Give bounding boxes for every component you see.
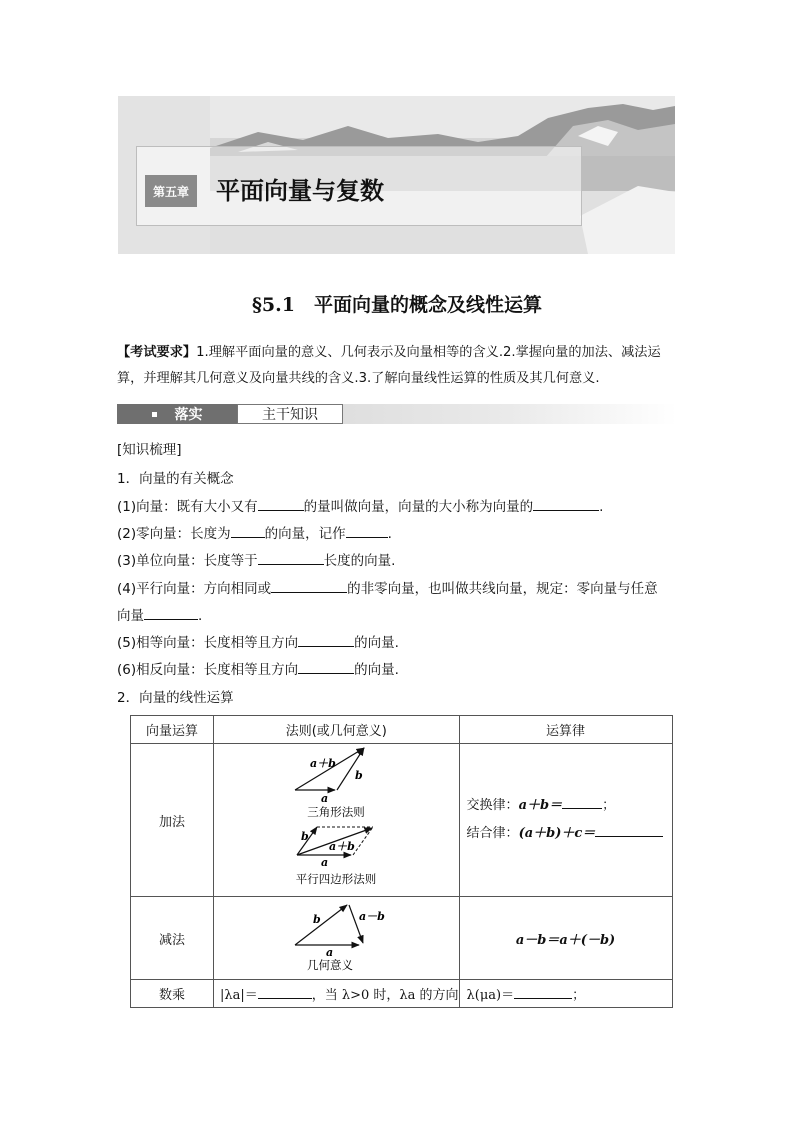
label-b: b xyxy=(355,769,363,782)
blank xyxy=(562,794,602,809)
blank xyxy=(595,822,663,837)
heading-linear-ops: 2．向量的线性运算 xyxy=(117,690,234,706)
concept-parallel-vector-cont: 向量 . xyxy=(117,605,202,626)
op-name-subtraction: 减法 xyxy=(131,897,214,980)
concept-vector: (1)向量：既有大小又有 的量叫做向量，向量的大小称为向量的 . xyxy=(117,496,603,517)
label-b: b xyxy=(313,913,321,926)
square-bullet-icon xyxy=(152,412,157,417)
table-row-subtraction xyxy=(131,897,673,980)
table-row-addition xyxy=(131,744,673,897)
commutative-law: 交换律：a＋b＝ ； xyxy=(467,792,672,820)
section-bar-left: 落实 xyxy=(117,404,237,424)
associative-law: 结合律：(a＋b)＋c＝ xyxy=(467,820,672,848)
chapter-title: 平面向量与复数 xyxy=(216,177,384,205)
table-header: 运算律 xyxy=(459,716,672,744)
addition-rule-cell xyxy=(214,744,460,897)
subtraction-rule-cell xyxy=(214,897,460,980)
op-name-scalar: 数乘 xyxy=(131,980,214,1008)
chapter-tag: 第五章 xyxy=(145,175,197,207)
label-a: a xyxy=(326,946,334,959)
label-a-plus-b: a＋b xyxy=(329,840,356,853)
blank xyxy=(298,659,354,674)
blank xyxy=(144,605,198,620)
parallelogram-rule-caption: 平行四边形法则 xyxy=(296,872,377,886)
table-header-row xyxy=(131,716,673,744)
table-row-scalar xyxy=(131,980,673,1008)
vector-operations-table xyxy=(130,715,673,1008)
triangle-rule-caption: 三角形法则 xyxy=(307,805,366,819)
blank xyxy=(258,984,312,999)
concept-zero-vector: (2)零向量：长度为 的向量，记作 . xyxy=(117,523,392,544)
table-header: 向量运算 xyxy=(131,716,214,744)
op-name-addition: 加法 xyxy=(131,744,214,897)
label-a: a xyxy=(321,856,329,869)
blank xyxy=(271,578,347,593)
requirements-text: 1.理解平面向量的意义、几何表示及向量相等的含义.2.掌握向量的加法、减法运算，并理解其几何意义及向量共线的含义.3.了解向量线性运算的性质及其几何意义. xyxy=(117,345,661,386)
subtraction-diagram xyxy=(217,897,455,975)
addition-diagrams xyxy=(217,744,455,892)
table-header: 法则(或几何意义) xyxy=(214,716,460,744)
label-a: a xyxy=(321,792,329,805)
subtraction-law: a－b＝a＋(－b) xyxy=(459,897,672,980)
knowledge-label: [知识梳理] xyxy=(117,442,182,458)
blank xyxy=(298,632,354,647)
scalar-law-cell: λ(μa)＝ ； xyxy=(459,980,672,1008)
section-bar-right: 主干知识 xyxy=(237,404,343,424)
blank xyxy=(258,550,324,565)
label-a-plus-b: a＋b xyxy=(310,757,337,770)
scalar-rule-cell: |λa|＝ ，当 λ>0 时，λa 的方向 xyxy=(214,980,460,1008)
requirements-label: 【考试要求】 xyxy=(117,345,197,360)
blank xyxy=(231,523,265,538)
label-a-minus-b: a－b xyxy=(359,910,386,923)
exam-requirements xyxy=(117,340,679,392)
concept-parallel-vector: (4)平行向量：方向相同或 的非零向量，也叫做共线向量，规定：零向量与任意 xyxy=(117,578,658,599)
concept-equal-vector: (5)相等向量：长度相等且方向 的向量. xyxy=(117,632,399,653)
addition-laws-cell xyxy=(459,744,672,897)
geometric-meaning-caption: 几何意义 xyxy=(307,958,354,972)
concept-opposite-vector: (6)相反向量：长度相等且方向 的向量. xyxy=(117,659,399,680)
concept-unit-vector: (3)单位向量：长度等于 长度的向量. xyxy=(117,550,395,571)
label-b: b xyxy=(301,830,309,843)
blank xyxy=(258,496,304,511)
blank xyxy=(533,496,599,511)
vector-b-arrow xyxy=(295,905,347,945)
section-title: §5.1 平面向量的概念及线性运算 xyxy=(252,294,542,316)
blank xyxy=(514,984,572,999)
heading-concepts: 1．向量的有关概念 xyxy=(117,471,234,487)
blank xyxy=(346,523,388,538)
